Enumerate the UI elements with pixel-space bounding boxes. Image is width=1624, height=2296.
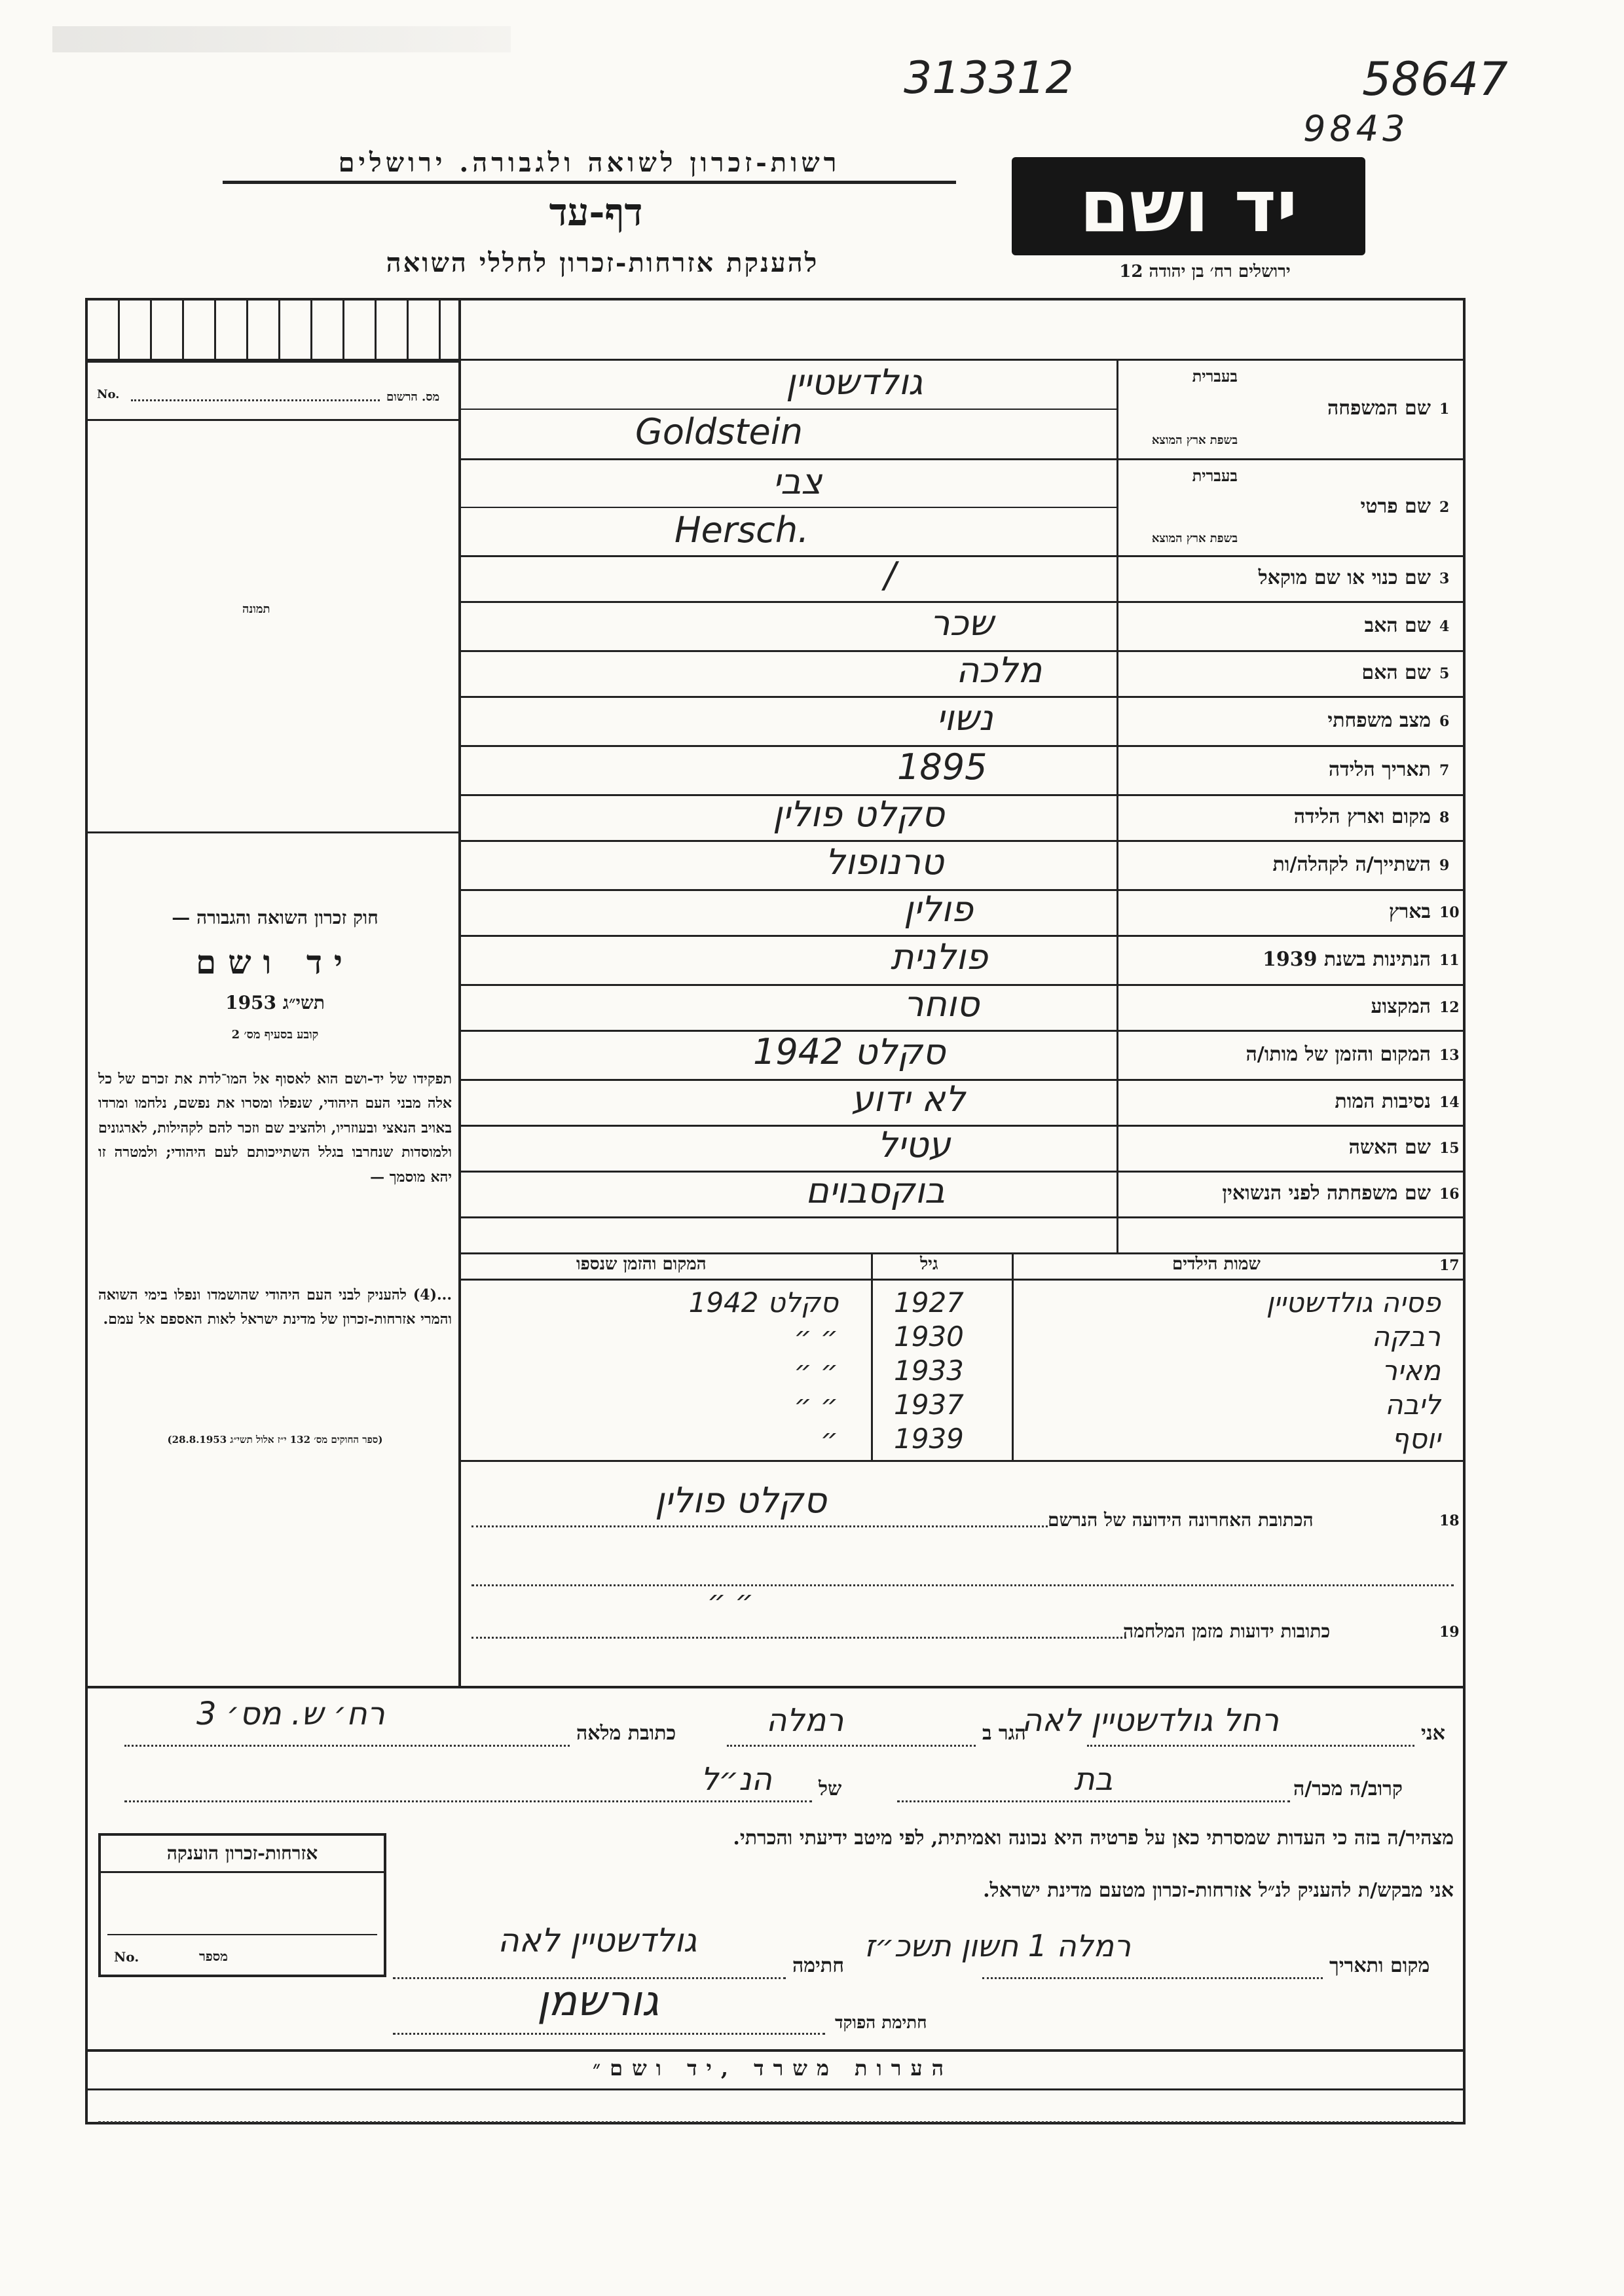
of-value: הנ״ל [701, 1761, 772, 1798]
stamp-box-number-label: מספר [199, 1948, 228, 1964]
field-label-2: שם פרטי [1360, 495, 1431, 518]
reg-no-label: No. [97, 388, 120, 401]
relation-label: קרוב/ה מכר/ה [1293, 1777, 1403, 1800]
statement-2: אני מבקש/ת להעניק לנ״ל אזרחות-זכרון מטעם מדינת ישראל. [983, 1879, 1454, 1902]
photo-label: תמונה [242, 602, 270, 616]
field-18-value: סקלט פולין [655, 1480, 827, 1521]
form-title: דף-עד [549, 190, 643, 234]
field-value-13: סקלט 1942 [753, 1030, 946, 1072]
scan-smudge [52, 26, 511, 52]
field-sub-hebrew-1: בעברית [1192, 367, 1238, 386]
field-sub-origin-2: בשפת ארץ המוצא [1151, 532, 1238, 545]
field-label-10: בארץ [1388, 900, 1431, 923]
child-place: ״ [820, 1423, 838, 1455]
child-name: פסיה גולדשטיין [1266, 1286, 1441, 1319]
field-label-5: שם האם [1361, 661, 1431, 684]
remarks-title: הערות משרד ,יד ושם״ [593, 2056, 953, 2081]
logo-text: יד ושם [1079, 164, 1298, 248]
place-date-value: רמלה 1 חשון תשכ״ז [864, 1928, 1131, 1963]
field-label-1: שם המשפחה [1327, 397, 1431, 420]
field-18-label: הכתובת האחרונה הידועה של הנרשם [1048, 1509, 1314, 1531]
law-title: חוק זכרון השואה והגבורה — [172, 907, 378, 928]
child-age: 1937 [894, 1389, 964, 1421]
field-label-8: מקום וארץ הלידה [1293, 805, 1431, 828]
field-value-3: / [884, 555, 896, 596]
field-num-5: 5 [1439, 665, 1450, 682]
field-num-17: 17 [1439, 1257, 1460, 1274]
authority-line: רשות-זכרון לשואה ולגבורה. ירושלים [223, 147, 956, 184]
children-col-age: גיל [920, 1254, 938, 1274]
field-label-3: שם כנוי או שם מוקאל [1258, 566, 1431, 589]
field-num-12: 12 [1439, 999, 1460, 1016]
relation-value: בת [1074, 1761, 1113, 1798]
field-num-1: 1 [1439, 401, 1450, 418]
top-strip [88, 301, 461, 363]
field-value-origin-2: Hersch. [674, 509, 809, 551]
field-value-16: בוקסבוים [805, 1170, 946, 1211]
field-label-11: הנתינות בשנת 1939 [1262, 947, 1431, 971]
field-value-hebrew-2: צבי [773, 461, 822, 502]
child-place: ״ ״ [794, 1321, 838, 1353]
field-num-13: 13 [1439, 1046, 1460, 1064]
field-num-14: 14 [1439, 1094, 1460, 1111]
field-value-12: סוחר [904, 983, 980, 1025]
field-label-16: שם משפחתה לפני הנשואין [1222, 1182, 1431, 1205]
child-age: 1927 [894, 1286, 964, 1319]
field-label-7: תאריך הלידה [1328, 757, 1431, 781]
law-ref: (ספר החוקים מס׳ 132 י״ז אלול תשי״ג 28.8.1953) [167, 1434, 383, 1446]
logo-address: ירושלים רח׳ בן יהודה 12 [1119, 262, 1291, 282]
field-value-6: נשוי [936, 697, 993, 738]
field-label-4: שם האב [1364, 613, 1431, 637]
field-num-9: 9 [1439, 856, 1450, 874]
field-label-9: השתייך/ה לקהלה/ות [1272, 852, 1431, 876]
child-name: מאיר [1382, 1355, 1441, 1387]
field-num-10: 10 [1439, 904, 1460, 921]
field-19-value: ״ ״ [707, 1584, 754, 1618]
archive-number-1: 313312 [904, 52, 1074, 104]
field-num-11: 11 [1439, 951, 1460, 969]
field-value-14: לא ידוע [851, 1078, 966, 1120]
of-label: של [819, 1777, 842, 1800]
officer-signature: גורשמן [537, 1977, 659, 2026]
law-text-1: תפקידו של יד-ושם הוא לאסוף אל המו־לדת את זכרם של כל אלה מבני העם היהודי, שנפלו ומסרו את נפשם, נלחמו ומרדו באויב הנאצי ובעוזריו, ולהציב שם וזכר להם לקהילות, לארגונים ולמוסדות שנחרבו בגלל השתייכותם לעם היהודי; ולמטרה זו יהא מוסמך — [98, 1070, 452, 1186]
field-value-origin-1: Goldstein [635, 411, 803, 452]
stamp-box-no-label: No. [114, 1949, 139, 1965]
signature-value: גולדשטיין לאה [498, 1922, 697, 1959]
law-clause: קובע בסעיף מס׳ 2 [231, 1028, 319, 1042]
declarant-address-label: כתובת מלאה [576, 1722, 676, 1745]
officer-signature-label: חתימת הפוקד [835, 2013, 927, 2033]
field-sub-origin-1: בשפת ארץ המוצא [1151, 433, 1238, 447]
child-place: ״ ״ [794, 1355, 838, 1387]
child-name: יוסף [1392, 1423, 1441, 1455]
citizenship-stamp-box [98, 1833, 386, 1977]
child-name: ליבה [1385, 1389, 1441, 1421]
field-value-8: סקלט פולין [773, 793, 945, 835]
declarant-resident-label: הגר ב [982, 1722, 1026, 1745]
field-label-15: שם האשה [1348, 1136, 1431, 1159]
field-19-label: כתובות ידועות מזמן המלחמה [1123, 1620, 1331, 1642]
declarant-ani: אני [1421, 1722, 1445, 1745]
archive-number-2: 58647 [1362, 52, 1508, 106]
child-age: 1930 [894, 1321, 964, 1353]
child-name: רבקה [1371, 1321, 1441, 1353]
field-num-2: 2 [1439, 499, 1450, 516]
field-num-16: 16 [1439, 1186, 1460, 1203]
field-value-7: 1895 [897, 746, 987, 788]
field-num-8: 8 [1439, 809, 1450, 826]
field-num-6: 6 [1439, 712, 1450, 730]
field-num-3: 3 [1439, 570, 1450, 587]
field-value-10: פולין [904, 888, 973, 930]
field-value-4: שכר [930, 602, 994, 644]
place-date-label: מקום ותאריך [1329, 1954, 1430, 1977]
child-age: 1939 [894, 1423, 964, 1455]
law-year: תשי״ג 1953 [225, 992, 325, 1013]
declarant-name: רחל גולדשטיין לאה [1022, 1702, 1279, 1739]
field-num-15: 15 [1439, 1140, 1460, 1157]
yad-vashem-logo [1012, 157, 1365, 255]
children-col-place: המקום והזמן שנספו [576, 1254, 707, 1274]
child-place: ״ ״ [794, 1389, 838, 1421]
reg-label: מס. הרשום [386, 390, 440, 404]
archive-number-3: 9843 [1303, 108, 1409, 149]
law-text-2: ...(4) להעניק לבני העם היהודי שהושמדו ונפלו בימי השואה והמרי אזרחות-זכרון של מדינת ישראל לאות האספם אל עמם. [98, 1286, 452, 1328]
stamp-box-title: אזרחות-זכרון הוענקה [101, 1836, 384, 1873]
field-label-6: מצב משפחתי [1327, 708, 1431, 732]
declarant-city: רמלה [766, 1702, 844, 1739]
law-name: יד ושם [196, 943, 354, 981]
child-age: 1933 [894, 1355, 964, 1387]
field-label-12: המקצוע [1371, 995, 1431, 1018]
field-num-4: 4 [1439, 617, 1450, 635]
declarant-street: רח׳ ש. מס׳ 3 [196, 1696, 385, 1732]
field-num-18: 18 [1439, 1512, 1460, 1529]
children-col-names: שמות הילדים [1172, 1254, 1261, 1274]
field-label-14: נסיבות המות [1335, 1090, 1431, 1113]
field-num-19: 19 [1439, 1624, 1460, 1641]
child-place: סקלט 1942 [688, 1286, 838, 1319]
field-label-13: המקום והזמן של מותו/ה [1246, 1042, 1431, 1066]
statement-1: מצהיר/ה בזה כי העדות שמסרתי כאן על פרטיה היא נכונה ואמיתית, לפי מיטב ידיעתי והכרתי. [733, 1827, 1454, 1850]
form-subtitle: להענקת אזרחות-זכרון לחללי השואה [386, 247, 819, 278]
field-value-5: מלכה [956, 649, 1043, 691]
field-value-9: טרנופול [825, 841, 944, 883]
field-value-15: עטיל [877, 1124, 951, 1165]
field-sub-hebrew-2: בעברית [1192, 466, 1238, 485]
field-value-hebrew-1: גולדשטיין [786, 361, 923, 403]
signature-label: חתימה [792, 1954, 844, 1977]
field-num-7: 7 [1439, 761, 1450, 779]
field-value-11: פולנית [891, 936, 988, 977]
